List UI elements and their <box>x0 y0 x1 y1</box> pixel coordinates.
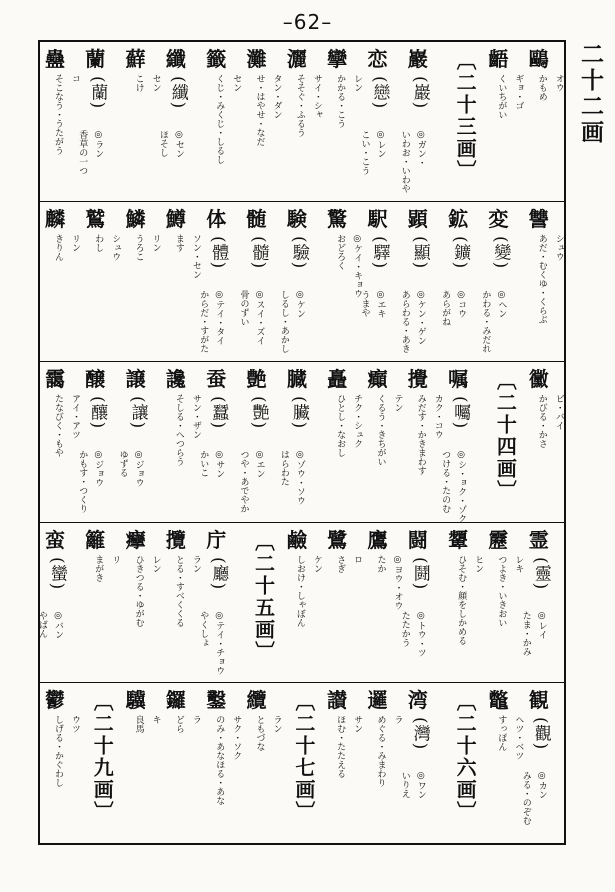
traditional-form: (艷) <box>248 396 269 430</box>
kanji-character: 変 <box>488 207 509 232</box>
kun-meaning: いりえ <box>399 770 410 798</box>
kun-meaning: すっぽん <box>496 714 507 751</box>
stroke-heading-text: 〔二十九画〕 <box>90 690 115 823</box>
kun-meaning: たか <box>375 554 386 573</box>
on-reading: サン <box>352 714 363 733</box>
traditional-form: (廳) <box>208 556 229 590</box>
kanji-character: 鑼 <box>165 687 186 712</box>
kanji-character: 鷺 <box>327 527 348 552</box>
kun-meaning: 良馬 <box>133 714 144 733</box>
kanji-character: 黴 <box>528 367 549 392</box>
kanji-character: 鱗 <box>125 207 146 232</box>
traditional-form: (觀) <box>530 716 551 751</box>
kun-meaning: さぎ <box>335 554 346 573</box>
traditional-form: (臟) <box>288 396 309 430</box>
kun-meaning: やばん <box>37 610 47 638</box>
traditional-form: (讓) <box>127 396 148 430</box>
kanji-character: 鷗 <box>528 47 549 71</box>
on-reading: ◎ワン <box>415 770 426 799</box>
kanji-character: 臓 <box>286 367 307 392</box>
traditional-form: (變) <box>490 236 511 270</box>
on-reading: ビ・バイ <box>553 394 564 431</box>
kun-meaning: うろこ <box>133 234 144 262</box>
kun-meaning: ゆずる <box>117 450 128 478</box>
kanji-character: 攬 <box>165 527 186 552</box>
kanji-entry <box>324 523 362 682</box>
on-reading: ◎テイ・タイ <box>214 290 225 346</box>
kanji-character: 観 <box>528 687 549 712</box>
on-reading: ◎ヘン <box>496 290 507 319</box>
kun-meaning: わし <box>93 234 104 253</box>
kanji-entry <box>520 523 564 682</box>
kanji-character: 鑿 <box>206 687 227 712</box>
kanji-character: 靂 <box>488 527 509 552</box>
kanji-entry <box>244 42 282 201</box>
kanji-entry <box>485 683 523 843</box>
kun-meaning: あらがね <box>440 290 451 327</box>
on-reading: サン・ザン <box>190 394 201 440</box>
kanji-character: 譲 <box>125 367 146 392</box>
kanji-entry <box>37 523 80 682</box>
kun-meaning: くいちがい <box>496 74 507 119</box>
kun-meaning: そこなう・うたがう <box>53 74 63 155</box>
traditional-form: (驗) <box>288 236 309 270</box>
on-reading: チク・シュク <box>352 394 363 449</box>
kanji-character: 讐 <box>528 207 549 232</box>
kun-meaning: つける・たのむ <box>440 450 451 514</box>
kun-meaning: ます <box>173 234 184 253</box>
kanji-entry <box>42 683 80 843</box>
kanji-entry <box>77 42 120 201</box>
kanji-entry <box>123 683 161 843</box>
on-reading: ◎シ・ョク・ゾク <box>456 450 467 524</box>
traditional-form: (靈) <box>530 556 551 590</box>
kanji-character: 纖 <box>165 47 186 71</box>
kanji-entry <box>399 523 443 682</box>
kanji-entry <box>82 523 120 682</box>
on-reading: ◎ジョウ <box>133 450 144 488</box>
kanji-entry <box>359 202 402 361</box>
on-reading: ◎スイ・ズイ <box>254 290 265 346</box>
on-reading: セン <box>231 74 242 92</box>
on-reading: ◎テイ・チョウ <box>214 610 225 675</box>
stroke-count-heading <box>244 523 282 682</box>
on-reading: ◎ラン <box>93 130 104 158</box>
on-reading: タン・ダン <box>271 74 282 119</box>
kanji-character: 顕 <box>407 207 428 232</box>
kanji-character: 鹼 <box>286 527 307 552</box>
on-reading: ギョ・ゴ <box>513 74 524 110</box>
stroke-heading-text: 〔二十三画〕 <box>453 50 478 182</box>
kanji-entry <box>284 523 322 682</box>
kanji-character: 艶 <box>246 367 267 392</box>
on-reading: リン <box>150 234 161 253</box>
traditional-form: (蘭) <box>87 76 108 110</box>
table-row <box>40 202 564 362</box>
kun-meaning: しるし・あかし <box>278 290 289 354</box>
kun-meaning: ひそむ・顔をしかめる <box>456 554 467 645</box>
on-reading: キ <box>150 714 161 724</box>
traditional-form: (戀) <box>369 76 390 110</box>
kun-meaning: からだ・すがた <box>198 290 209 354</box>
kun-meaning: ひとし・なおし <box>335 394 346 458</box>
kun-meaning: かびる・かさ <box>536 394 547 449</box>
kanji-entry <box>405 362 443 521</box>
kanji-character: 鷲 <box>85 207 106 232</box>
kanji-character: 体 <box>206 207 227 232</box>
kanji-character: 駅 <box>367 207 388 232</box>
on-reading: ヒン <box>473 554 484 573</box>
kanji-character: 灘 <box>246 47 267 71</box>
kanji-entry <box>440 362 483 524</box>
kun-meaning: ほむ・たたえる <box>335 714 346 778</box>
kanji-entry <box>399 202 443 361</box>
traditional-form: (體) <box>208 236 229 270</box>
kanji-character: 籬 <box>85 527 106 552</box>
kanji-character: 鼈 <box>488 687 509 712</box>
kanji-entry <box>526 362 564 521</box>
kanji-character: 髄 <box>246 207 267 232</box>
kanji-entry <box>485 523 523 682</box>
stroke-count-heading <box>445 683 483 843</box>
on-reading: シュウ <box>553 234 564 262</box>
kanji-character: 鱒 <box>165 207 186 232</box>
traditional-form: (灣) <box>409 716 430 751</box>
traditional-form: (顯) <box>409 236 430 270</box>
kanji-character: 湾 <box>407 687 428 712</box>
kanji-character: 験 <box>286 207 307 232</box>
kanji-entry <box>485 42 523 201</box>
kanji-entry <box>42 202 80 361</box>
stroke-heading-text: 〔二十七画〕 <box>291 690 316 823</box>
kanji-character: 矗 <box>327 367 348 392</box>
kanji-entry <box>364 362 402 521</box>
kanji-character: 灑 <box>286 47 307 71</box>
traditional-form: (鑛) <box>450 236 471 270</box>
kanji-entry <box>399 683 443 843</box>
kanji-table <box>38 40 566 845</box>
kanji-entry <box>440 202 483 361</box>
kanji-character: 嘱 <box>448 367 469 392</box>
kanji-entry <box>324 362 362 521</box>
on-reading: ◎トウ・ツ <box>415 610 426 657</box>
kanji-character: 顰 <box>448 527 469 552</box>
on-reading: サイ・シャ <box>311 74 322 119</box>
on-reading: ◎エン <box>254 450 265 479</box>
traditional-form: (囑) <box>450 396 471 430</box>
kanji-entry <box>163 202 201 361</box>
traditional-form: (髓) <box>248 236 269 270</box>
table-row <box>40 683 564 843</box>
table-row <box>37 523 564 683</box>
kanji-entry <box>163 683 201 843</box>
stroke-count-heading <box>485 362 523 521</box>
on-reading: ◎セン <box>173 130 184 158</box>
kanji-entry <box>278 362 322 521</box>
kanji-entry <box>203 42 241 201</box>
on-reading: ロ <box>352 554 363 564</box>
kun-meaning: あらわる・あき <box>399 290 410 354</box>
kanji-character: 庁 <box>206 527 227 552</box>
on-reading: ◎サン <box>214 450 225 479</box>
kun-meaning: みる・のぞむ <box>520 770 531 825</box>
kun-meaning: こけ <box>133 74 144 92</box>
on-reading: ◎レン <box>375 130 386 158</box>
kanji-entry <box>359 42 402 201</box>
on-reading: ◎レイ <box>536 610 547 639</box>
kanji-character: 鬱 <box>45 687 65 712</box>
kanji-character: 癴 <box>125 527 146 552</box>
kanji-character: 驚 <box>327 207 348 232</box>
traditional-form: (釀) <box>87 396 108 430</box>
kanji-entry <box>364 523 402 682</box>
on-reading: ◎カン <box>536 770 547 799</box>
page-number: –62– <box>282 10 333 34</box>
kanji-character: 巖 <box>407 47 428 71</box>
traditional-form: (鬪) <box>409 556 430 590</box>
kun-meaning: やくしょ <box>198 610 209 647</box>
kanji-entry <box>284 42 322 201</box>
on-reading: リン <box>70 234 80 253</box>
kanji-entry <box>123 523 161 682</box>
kun-meaning: 香草の一つ <box>77 130 88 175</box>
kun-meaning: しげる・かぐわし <box>53 714 63 787</box>
kun-meaning: つよき・いきおい <box>496 554 507 627</box>
kanji-character: 蠱 <box>45 47 65 71</box>
traditional-form: (驛) <box>369 236 390 270</box>
kun-meaning: とる・すべくくる <box>173 554 184 627</box>
on-reading: ◎ケン <box>294 290 305 319</box>
kanji-entry <box>157 42 201 201</box>
kanji-entry <box>123 202 161 361</box>
kanji-character: 癲 <box>367 367 388 392</box>
on-reading: ソン・セン <box>190 234 201 280</box>
stroke-count-heading <box>82 683 120 843</box>
kun-meaning: たたかう <box>399 610 410 647</box>
on-reading: テン <box>392 394 403 413</box>
kanji-entry <box>82 202 120 361</box>
on-reading: オウ <box>553 74 564 92</box>
kanji-character: 驥 <box>125 687 146 712</box>
on-reading: レン <box>352 74 363 92</box>
kanji-character: 蚕 <box>206 367 227 392</box>
kanji-character: 攣 <box>327 47 348 71</box>
kanji-entry <box>42 362 80 521</box>
on-reading: シュウ <box>110 234 121 262</box>
kanji-entry <box>198 202 241 361</box>
kun-meaning: ひきつる・ゆがむ <box>133 554 144 627</box>
on-reading: レキ <box>513 554 524 573</box>
kanji-character: 醸 <box>85 367 106 392</box>
stroke-count-heading <box>445 42 483 201</box>
kun-meaning: たま・かみ <box>520 610 531 656</box>
kun-meaning: そしる・へつらう <box>173 394 184 467</box>
on-reading: セン <box>150 74 161 92</box>
kanji-entry <box>324 683 362 843</box>
on-reading: カク・コウ <box>432 394 443 440</box>
kanji-character: 纜 <box>246 687 267 712</box>
kanji-character: 蘚 <box>125 47 146 71</box>
on-reading: ウツ <box>70 714 80 733</box>
kun-meaning: そそぐ・ふるう <box>294 74 305 137</box>
on-reading: ラン <box>190 554 201 573</box>
on-reading: レン <box>150 554 161 573</box>
kun-meaning: あだ・むくゆ・くらぶ <box>536 234 547 325</box>
kanji-entry <box>163 523 201 682</box>
kanji-entry <box>238 362 282 521</box>
traditional-form: (纖) <box>167 76 188 110</box>
kanji-character: 靄 <box>45 367 65 392</box>
on-reading: ◎ガン・ <box>415 130 426 167</box>
on-reading: ◎エキ <box>375 290 386 319</box>
kun-meaning: かかる・こう <box>335 74 346 128</box>
kanji-character: 鉱 <box>448 207 469 232</box>
kun-meaning: しおけ・しゃぼん <box>294 554 305 627</box>
kun-meaning: おどろく <box>335 234 346 271</box>
kanji-entry <box>198 523 241 682</box>
kanji-entry <box>324 202 362 361</box>
kun-meaning: はらわた <box>278 450 289 487</box>
kanji-entry <box>399 42 443 201</box>
table-row <box>40 42 564 202</box>
kun-meaning: かもめ <box>536 74 547 101</box>
on-reading: サク・ソク <box>231 714 242 760</box>
kun-meaning: せ・はやせ・なだ <box>254 74 265 146</box>
kun-meaning: かもす・つくり <box>77 450 88 514</box>
kun-meaning: うまや <box>359 290 370 318</box>
kun-meaning: くるう・きちがい <box>375 394 386 467</box>
stroke-heading-text: 〔二十四画〕 <box>493 370 518 503</box>
kun-meaning: つや・あでやか <box>238 450 249 514</box>
kun-meaning: まがき <box>93 554 104 582</box>
kun-meaning: くじ・みくじ・しるし <box>214 74 225 164</box>
kanji-entry <box>163 362 201 521</box>
kun-meaning: きりん <box>53 234 63 262</box>
kanji-character: 鷹 <box>367 527 388 552</box>
kanji-entry <box>203 683 241 843</box>
kanji-entry <box>244 683 282 843</box>
kanji-character: 霊 <box>528 527 549 552</box>
kanji-entry <box>117 362 161 521</box>
kanji-character: 恋 <box>367 47 388 71</box>
kanji-entry <box>480 202 523 361</box>
on-reading: アイ・アツ <box>70 394 80 440</box>
kun-meaning: みだす・かきまわす <box>415 394 426 476</box>
kanji-entry <box>324 42 362 201</box>
kanji-entry <box>364 683 402 843</box>
kanji-entry <box>198 362 241 521</box>
kun-meaning: たなびく・もや <box>53 394 63 458</box>
kanji-entry <box>520 683 564 843</box>
kun-meaning: どら <box>173 714 184 733</box>
on-reading: ◎ゾウ・ソウ <box>294 450 305 506</box>
traditional-form: (巖) <box>409 76 430 110</box>
on-reading: ラ <box>190 714 201 724</box>
on-reading: ラ <box>392 714 403 724</box>
kun-meaning: のみ・あなほる・あな <box>214 714 225 805</box>
section-title: 二十二画 <box>577 42 604 146</box>
kun-meaning: めぐる・みまわり <box>375 714 386 787</box>
on-reading: ◎バン <box>53 610 63 639</box>
kanji-entry <box>123 42 161 201</box>
kun-meaning: かわる・みだれ <box>480 290 491 354</box>
on-reading: リ <box>110 554 121 564</box>
kanji-character: 攪 <box>407 367 428 392</box>
table-row <box>40 362 564 522</box>
on-reading: ヘツ・ベツ <box>513 714 524 760</box>
traditional-form: (蠶) <box>208 396 229 430</box>
kun-meaning: ほそし <box>157 130 168 157</box>
stroke-heading-text: 〔二十五画〕 <box>251 530 276 663</box>
kanji-character: 闘 <box>407 527 428 552</box>
on-reading: ◎ヨウ・オウ <box>392 554 403 610</box>
kanji-character: 麟 <box>45 207 65 232</box>
kun-meaning: ともづな <box>254 714 265 751</box>
kanji-character: 邏 <box>367 687 388 712</box>
stroke-count-heading <box>284 683 322 843</box>
kanji-entry <box>238 202 282 361</box>
on-reading: ◎ジョウ <box>93 450 104 488</box>
kanji-character: 蘭 <box>85 47 106 71</box>
kun-meaning: 骨のずい <box>238 290 249 327</box>
kanji-entry <box>278 202 322 361</box>
kanji-character: 齬 <box>488 47 509 71</box>
kanji-character: 讒 <box>165 367 186 392</box>
kanji-entry <box>77 362 120 521</box>
kanji-entry <box>526 42 564 201</box>
stroke-heading-text: 〔二十六画〕 <box>453 690 478 823</box>
on-reading: ◎ケイ・キョウ <box>352 234 363 299</box>
kanji-character: 讃 <box>327 687 348 712</box>
on-reading: ラン <box>271 714 282 733</box>
kanji-entry <box>445 523 483 682</box>
kun-meaning: こい・こう <box>359 130 370 175</box>
kanji-character: 籤 <box>206 47 227 71</box>
kun-meaning: いわお・いわや <box>399 130 410 193</box>
kun-meaning: かいこ <box>198 450 209 478</box>
traditional-form: (蠻) <box>47 556 67 590</box>
kanji-entry <box>42 42 80 201</box>
kanji-entry <box>526 202 564 361</box>
on-reading: ◎ケン・ゲン <box>415 290 426 346</box>
on-reading: コ <box>70 74 80 83</box>
on-reading: ケン <box>311 554 322 573</box>
kanji-character: 蛮 <box>45 527 65 552</box>
on-reading: ◎コウ <box>456 290 467 319</box>
